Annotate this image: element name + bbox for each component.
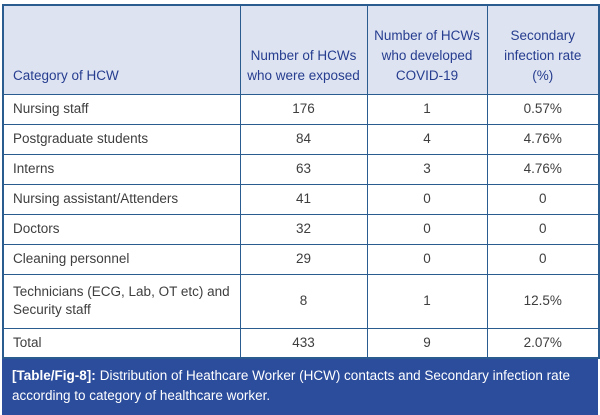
table-row-interns [3, 154, 599, 184]
cell-developed: 0 [367, 244, 487, 274]
col-header-exposed: Number of HCWs who were exposed [240, 5, 367, 94]
cell-rate: 4.76% [487, 124, 599, 154]
cell-rate: 0 [487, 214, 599, 244]
table-row-nursing-assistant [3, 184, 599, 214]
cell-rate: 0 [487, 184, 599, 214]
col-header-rate: Secondary infection rate (%) [487, 5, 599, 94]
hcw-contacts-table [2, 4, 600, 359]
cell-exposed: 84 [240, 124, 367, 154]
cell-developed: 3 [367, 154, 487, 184]
cell-developed: 1 [367, 274, 487, 328]
table-row-technicians-security [3, 274, 599, 328]
table-row-nursing-staff [3, 94, 599, 124]
cell-exposed: 176 [240, 94, 367, 124]
cell-category: Nursing staff [3, 94, 240, 124]
cell-exposed: 63 [240, 154, 367, 184]
cell-rate: 4.76% [487, 154, 599, 184]
cell-exposed: 8 [240, 274, 367, 328]
col-header-developed: Number of HCWs who developed COVID-19 [367, 5, 487, 94]
cell-rate: 0 [487, 244, 599, 274]
cell-exposed: 32 [240, 214, 367, 244]
cell-exposed: 41 [240, 184, 367, 214]
cell-developed: 0 [367, 184, 487, 214]
cell-category: Interns [3, 154, 240, 184]
cell-developed: 4 [367, 124, 487, 154]
cell-exposed: 29 [240, 244, 367, 274]
cell-rate: 12.5% [487, 274, 599, 328]
table-caption [2, 359, 598, 415]
table-row-total [3, 328, 599, 358]
caption-text: Distribution of Heathcare Worker (HCW) contacts and Secondary infection rate according to category of healthcare worker. [12, 368, 570, 404]
cell-category: Doctors [3, 214, 240, 244]
cell-rate: 2.07% [487, 328, 599, 358]
cell-rate: 0.57% [487, 94, 599, 124]
cell-category: Postgraduate students [3, 124, 240, 154]
cell-category: Cleaning personnel [3, 244, 240, 274]
cell-category: Total [3, 328, 240, 358]
cell-exposed: 433 [240, 328, 367, 358]
cell-developed: 9 [367, 328, 487, 358]
cell-category: Nursing assistant/Attenders [3, 184, 240, 214]
table-row-cleaning-personnel [3, 244, 599, 274]
cell-category: Technicians (ECG, Lab, OT etc) and Security staff [3, 274, 240, 328]
cell-developed: 0 [367, 214, 487, 244]
table-row-postgraduate-students [3, 124, 599, 154]
table-row-doctors [3, 214, 599, 244]
caption-label: [Table/Fig-8]: [12, 368, 96, 383]
cell-developed: 1 [367, 94, 487, 124]
table-header-row [3, 5, 599, 94]
col-header-category: Category of HCW [3, 5, 240, 94]
